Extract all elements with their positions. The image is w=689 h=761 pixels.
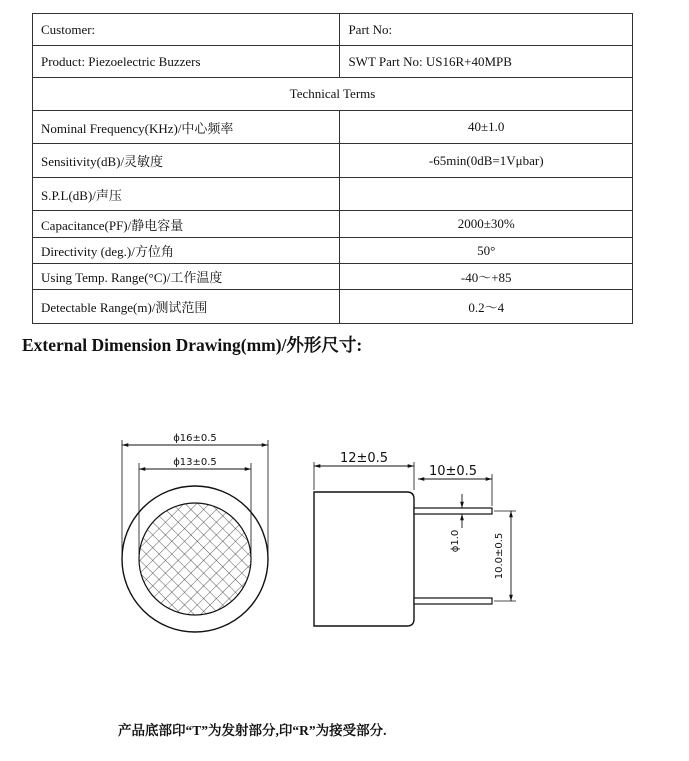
side-view	[314, 451, 516, 626]
param-label: S.P.L(dB)/声压	[33, 178, 340, 211]
housing-body	[314, 492, 414, 626]
param-value: 0.2～4	[340, 290, 633, 324]
param-label: Sensitivity(dB)/灵敏度	[33, 144, 340, 178]
part-no-label: Part No:	[340, 14, 633, 46]
front-view	[122, 433, 268, 632]
swt-part-label: SWT Part No: US16R+40MPB	[340, 46, 633, 78]
param-label: Using Temp. Range(°C)/工作温度	[33, 264, 340, 290]
param-label: Nominal Frequency(KHz)/中心频率	[33, 111, 340, 144]
outer-diameter-label: ϕ16±0.5	[173, 433, 217, 444]
customer-label: Customer:	[33, 14, 340, 46]
pin-diameter-label: ϕ1.0	[450, 529, 461, 553]
param-value: -40～+85	[340, 264, 633, 290]
bottom-note: 产品底部印“T”为发射部分,印“R”为接受部分.	[118, 723, 387, 738]
section-header: Technical Terms	[33, 78, 633, 111]
upper-pin	[414, 508, 492, 514]
product-label: Product: Piezoelectric Buzzers	[33, 46, 340, 78]
lower-pin	[414, 598, 492, 604]
inner-diameter-label: ϕ13±0.5	[173, 457, 217, 468]
param-label: Capacitance(PF)/静电容量	[33, 211, 340, 238]
drawing-title: External Dimension Drawing(mm)/外形尺寸:	[22, 335, 363, 355]
param-value: 2000±30%	[340, 211, 633, 238]
mesh-grille	[139, 503, 251, 615]
param-label: Detectable Range(m)/测试范围	[33, 290, 340, 324]
body-length-label: 12±0.5	[339, 451, 389, 466]
param-value: 50°	[340, 238, 633, 264]
param-label: Directivity (deg.)/方位角	[33, 238, 340, 264]
param-value: 40±1.0	[340, 111, 633, 144]
pin-length-label: 10±0.5	[428, 464, 478, 479]
pin-spacing-label: 10.0±0.5	[494, 532, 505, 580]
param-value: -65min(0dB=1Vμbar)	[340, 144, 633, 178]
